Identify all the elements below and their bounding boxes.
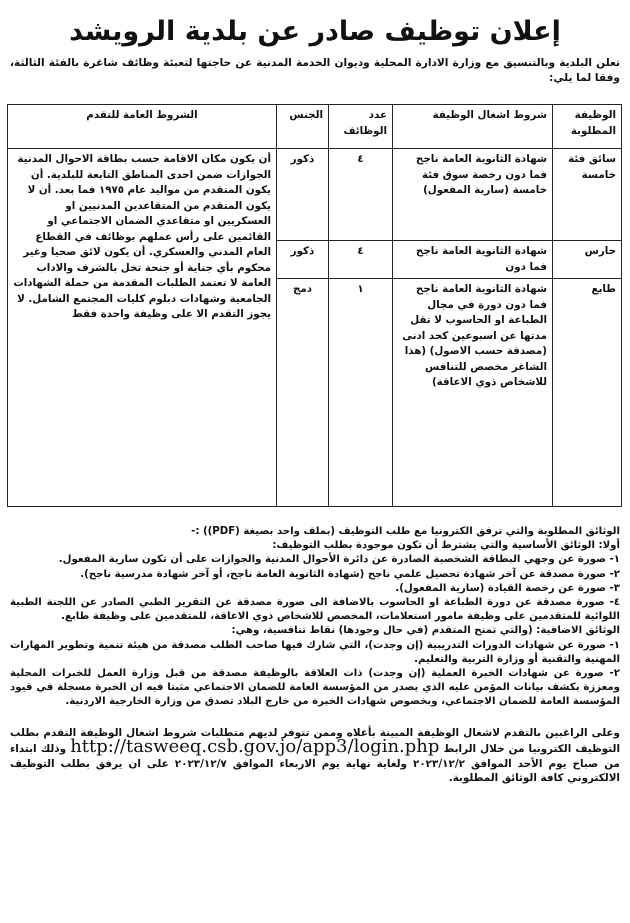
closing-paragraph bbox=[8, 726, 622, 786]
documents-intro: الوثائق المطلوبة والتي ترفق الكترونيا مع طلب التوظيف (بملف واحد بصيغة (PDF)) :- bbox=[191, 526, 620, 537]
table-header-row bbox=[8, 105, 622, 149]
job-count-cell: ١ bbox=[329, 279, 393, 507]
extra-documents-title: الوثائق الاضافية: (والتي تمنح المتقدم (في حال وجودها) نقاط تنافسية، وهي: bbox=[231, 625, 620, 637]
job-conditions-cell: شهادة الثانوية العامة ناجح فما دون bbox=[393, 241, 553, 279]
job-gender-cell: دمج bbox=[277, 279, 329, 507]
header-general-conditions: الشروط العامة للتقدم bbox=[8, 105, 277, 149]
closing-text-start: وعلى الراغبين بالتقدم لاشغال الوظيفة المبينة بأعلاه وممن تتوفر لديهم متطلبات شروط اشغال الوظيفة التقدم بطلب التوظيف الكترونيا من خلال الرابط bbox=[10, 726, 621, 756]
header-job: الوظيفة المطلوبة bbox=[553, 105, 622, 149]
header-conditions: شروط اشغال الوظيفة bbox=[393, 105, 553, 149]
job-conditions-cell: شهادة الثانوية العامة ناجح فما دون رخصة سوق فئة خامسة (سارية المفعول) bbox=[393, 149, 553, 241]
job-count-cell: ٤ bbox=[329, 149, 393, 241]
header-count: عدد الوظائف bbox=[329, 105, 393, 149]
application-link[interactable]: http://tasweeq.csb.gov.jo/app3/login.php bbox=[70, 736, 440, 758]
job-title-cell: طابع bbox=[553, 279, 622, 507]
jobs-table bbox=[7, 104, 622, 507]
job-gender-cell: ذكور bbox=[277, 149, 329, 241]
basic-document-item: ٤- صورة مصدقة عن دورة الطباعة او الحاسوب بالاضافة الى صورة مصدقة عن التقرير الطبي الصادر عن اللجنة الطبية اللوائية للمتقدمين على وظيفة مامور استعلامات، المخصص للاشخاص ذوي الاعاقة، للمتقدمين على وظيفة طابع. bbox=[10, 597, 620, 623]
general-conditions-cell: أن يكون مكان الاقامة حسب بطاقة الاحوال المدنية الجوازات ضمن احدى المناطق التابعة للبلدية. أن يكون المتقدم من مواليد عام ١٩٧٥ فما بعد. أن لا يكون المتقدم من المتقاعدين المدنيين او العسكريين او متقاعدي الضمان الاجتماعي او القائمين على رأس عملهم بوظائف في القطاع العام المدني والعسكري. أن يكون لائق صحيا وغير محكوم بأي جناية أو جنحة تخل بالشرف والاداب العامة لا تعتمد الطلبات المقدمة من حملة الشهادات الجامعية وشهادات دبلوم كليات المجتمع الشامل. لا يجوز التقدم الا على وظيفة واحدة فقط bbox=[8, 149, 277, 507]
intro-paragraph: تعلن البلدية وبالتنسيق مع وزارة الادارة المحلية وديوان الخدمة المدنية عن حاجتها لتعبئة وظائف شاغرة بالفئة الثالثة، وفقا لما يلي: bbox=[10, 57, 620, 84]
documents-section bbox=[8, 525, 622, 710]
basic-document-item: ٢- صورة مصدقة عن آخر شهادة تحصيل علمي ناجح (شهادة الثانوية العامة ناجح، أو آخر شهادة مدرسية ناجح). bbox=[80, 568, 620, 580]
extra-document-item: ٢- صورة عن شهادات الخبرة العملية (إن وجدت) ذات العلاقة بالوظيفة مصدقة من قبل وزارة العمل للخبرات المحلية ومعززة بكشف بيانات المؤمن عليه الذي يصدر من المؤسسة العامة للضمان الاجتماعي مثبتا فيه ان الخبرة مسجلة في قيود المؤسسة العامة للضمان الاجتماعي، وبخصوص شهادات الخبرة من خارج البلاد تصدق من وزارة الخارجية الاردنية. bbox=[10, 668, 620, 708]
job-count-cell: ٤ bbox=[329, 241, 393, 279]
basic-documents-title: أولا: الوثائق الأساسية والتي يشترط أن تكون موجودة بطلب التوظيف: bbox=[272, 540, 620, 552]
basic-document-item: ١- صورة عن وجهي البطاقة الشخصية الصادرة عن دائرة الأحوال المدنية والجوازات على أن تكون سارية المفعول. bbox=[58, 554, 620, 566]
closing-text-end: وذلك ابتداء من صباح يوم الأحد الموافق ٢٠٢٣/١٢/٢ ولغاية نهاية يوم الاربعاء الموافق ٢٠٢٣/١٢/٧ على ان يرفق بطلب التوظيف الالكتروني كافة الوثائق المطلوبة. bbox=[10, 743, 620, 785]
job-title-cell: سائق فئة خامسة bbox=[553, 149, 622, 241]
job-conditions-cell: شهادة الثانوية العامة ناجح فما دون دورة في مجال الطباعة او الحاسوب لا تقل مدتها عن اسبوعين كحد ادنى (مصدقة حسب الاصول) (هذا الشاغر مخصص للتنافس للاشخاص ذوي الاعاقة) bbox=[393, 279, 553, 507]
header-gender: الجنس bbox=[277, 105, 329, 149]
table-row bbox=[8, 149, 622, 241]
announcement-title: إعلان توظيف صادر عن بلدية الرويشد bbox=[69, 16, 561, 47]
extra-document-item: ١- صورة عن شهادات الدورات التدريبية (إن وجدت)، التي شارك فيها صاحب الطلب مصدقة من هيئة تنمية وتطوير المهارات المهنية والتقنية أو وزارة التربية والتعليم. bbox=[10, 639, 620, 665]
job-gender-cell: ذكور bbox=[277, 241, 329, 279]
basic-document-item: ٣- صورة عن رخصة القيادة (سارية المفعول). bbox=[395, 582, 620, 594]
job-title-cell: حارس bbox=[553, 241, 622, 279]
